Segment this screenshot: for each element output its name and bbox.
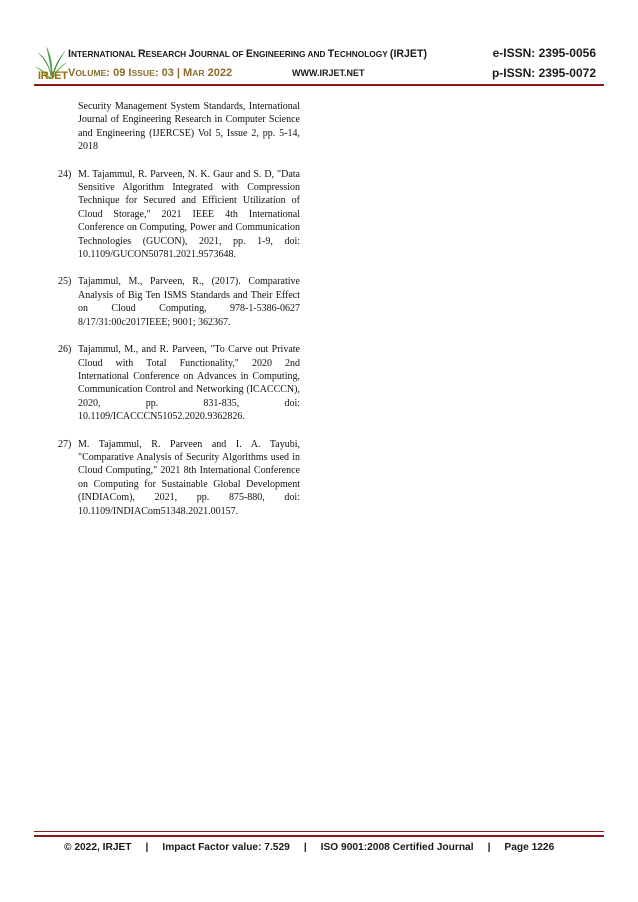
footer-divider-thin xyxy=(34,831,604,832)
reference-text: Tajammul, M., Parveen, R., (2017). Comparative Analysis of Big Ten ISMS Standards and Their Effect on Cloud Computing, 978-1-5386-0627 8/17/31:00c2017IEEE; 9001; 362367. xyxy=(78,276,300,328)
e-issn: e-ISSN: 2395-0056 xyxy=(492,46,596,60)
logo-text: IRJET xyxy=(38,70,68,82)
reference-item xyxy=(58,438,300,518)
reference-text: M. Tajammul, R. Parveen and I. A. Tayubi, "Comparative Analysis of Security Algorithms used in Cloud Computing," 2021 8th International Conference on Computing for Sustainable Global Development (INDIACom), 2021, pp. 875-880, doi: 10.1109/INDIACom51348.2021.00157. xyxy=(78,438,300,517)
footer-impact-factor: Impact Factor value: 7.529 xyxy=(162,842,290,853)
reference-number: 25) xyxy=(58,276,72,288)
reference-text: Tajammul, M., and R. Parveen, "To Carve out Private Cloud with Total Functionality," 2020 2nd International Conference on Advances in Computing, Communication Control and Networking (ICACCCN), 2020, pp. 831-835, doi: 10.1109/ICACCCN51052.2020.9362826. xyxy=(78,344,300,423)
footer-copyright: © 2022, IRJET xyxy=(64,842,132,853)
footer-separator: | xyxy=(145,842,149,853)
journal-header xyxy=(0,0,638,95)
reference-continuation: Security Management System Standards, International Journal of Engineering Research in Computer Science and Engineering (IJERCSE) Vol 5, Issue 2, pp. 5-14, 2018 xyxy=(78,101,300,153)
footer-divider-thick xyxy=(34,835,604,837)
volume-issue: VOLUME: 09 ISSUE: 03 | MAR 2022 xyxy=(68,67,233,79)
reference-number: 27) xyxy=(58,438,72,450)
p-issn: p-ISSN: 2395-0072 xyxy=(491,66,596,80)
footer-page-number: Page 1226 xyxy=(504,842,555,853)
journal-title: INTERNATIONAL RESEARCH JOURNAL OF ENGINEERING AND TECHNOLOGY (IRJET) xyxy=(68,48,427,60)
reference-text: M. Tajammul, R. Parveen, N. K. Gaur and S. D, "Data Sensitive Algorithm Integrated with Compression Technique for Secured and Efficient Utilization of Cloud Storage," 2021 IEEE 4th International Conference on Computing, Power and Communication Technologies (GUCON), 2021, pp. 1-9, doi: 10.1109/GUCON50781.2021.9573648. xyxy=(78,168,300,261)
header-divider xyxy=(34,84,604,86)
reference-item xyxy=(58,275,300,329)
reference-item xyxy=(58,343,300,423)
footer-iso: ISO 9001:2008 Certified Journal xyxy=(320,842,474,853)
reference-item xyxy=(58,168,300,262)
reference-number: 24) xyxy=(58,168,72,180)
page-footer xyxy=(64,842,574,853)
website-link[interactable]: WWW.IRJET.NET xyxy=(292,68,365,78)
reference-list xyxy=(58,100,300,532)
reference-number: 26) xyxy=(58,344,72,356)
footer-separator: | xyxy=(487,842,491,853)
footer-separator: | xyxy=(303,842,307,853)
